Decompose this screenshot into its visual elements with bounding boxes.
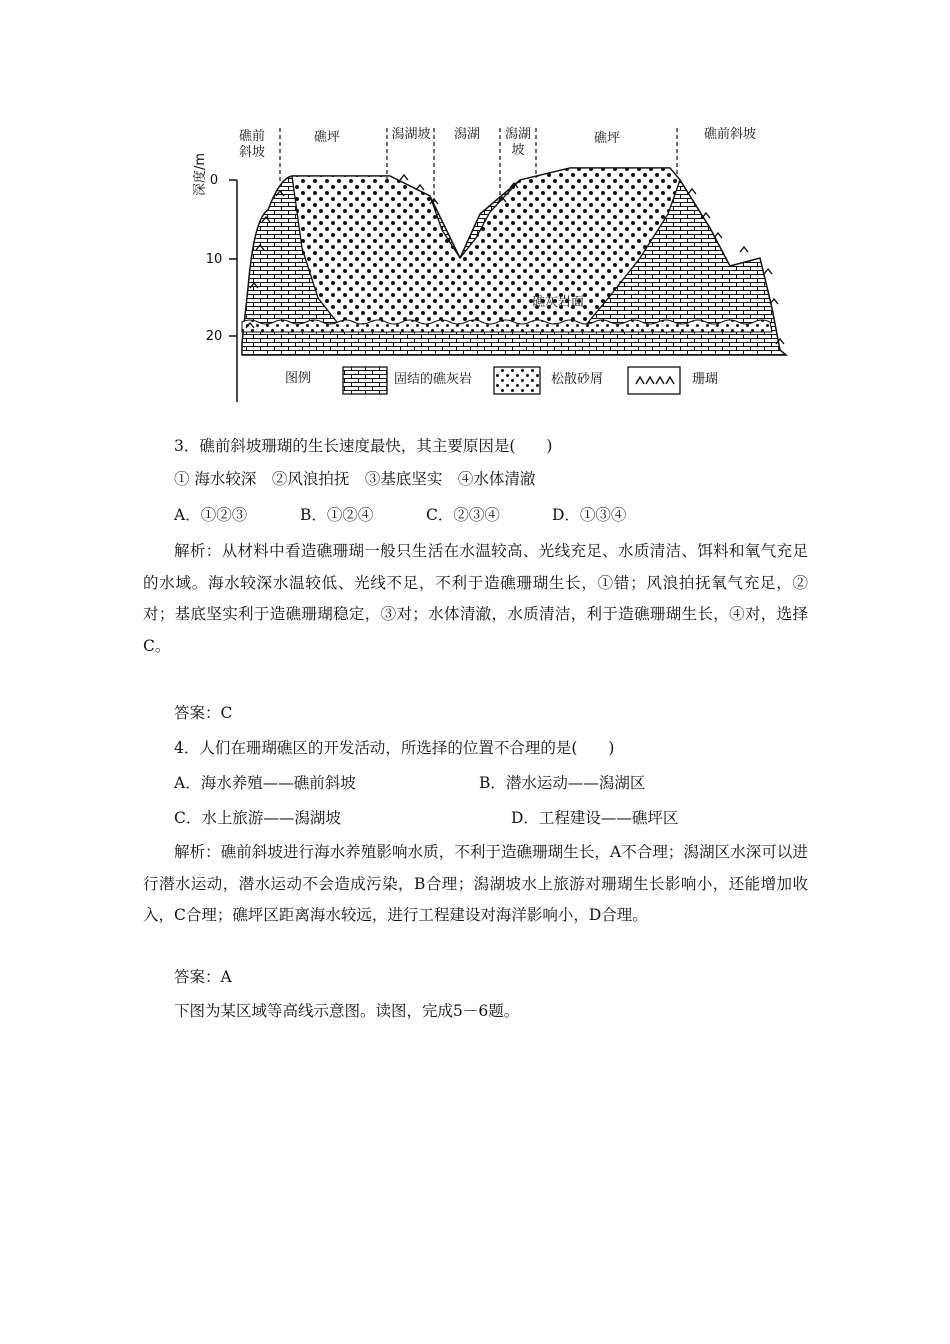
y-tick-10: 10 xyxy=(205,252,223,267)
legend-item-coral: 珊瑚 xyxy=(692,372,719,387)
zone-label-fore-reef-slope-left-1: 礁前 xyxy=(238,129,266,144)
legend-item-sand: 松散砂屑 xyxy=(551,372,604,387)
q4-analysis: 解析：礁前斜坡进行海水养殖影响水质，不利于造礁珊瑚生长，A不合理；潟湖区水深可以进行潜水运动，潜水运动不会造成污染，B合理；潟湖坡水上旅游对珊瑚生长影响小，还能增加收入，C合理；礁坪区距离海水较远，进行工程建设对海洋影响小，D合理。 xyxy=(143,843,808,924)
zone-label-lagoon-slope-right-2: 坡 xyxy=(511,143,525,158)
zone-label-fore-reef-slope-right: 礁前斜坡 xyxy=(703,127,757,142)
q3-analysis: 解析：从材料中看造礁珊瑚一般只生活在水温较高、光线充足、水质清洁、饵料和氧气充足的水域。海水较深水温较低、光线不足，不利于造礁珊瑚生长，①错；风浪拍抚氧气充足，②对；基底坚实利于造礁珊瑚稳定，③对；水体清澈，水质清洁，利于造礁珊瑚生长，④对，选择C。 xyxy=(143,542,808,655)
legend-swatch-limestone xyxy=(343,367,387,394)
zone-label-reef-flat-left: 礁坪 xyxy=(313,130,341,145)
zone-label-reef-flat-right: 礁坪 xyxy=(593,131,621,146)
legend-swatch-sand xyxy=(494,367,540,394)
q4-option-a: A．海水养殖——礁前斜坡 xyxy=(174,774,356,792)
q3-option-d: D．①③④ xyxy=(552,506,627,524)
q3-answer: 答案：C xyxy=(174,704,233,722)
reef-cross-section-figure xyxy=(180,118,800,406)
reef-limestone-surface-label: 礁灰岩面 xyxy=(531,295,585,310)
q4-option-d: D．工程建设——礁坪区 xyxy=(511,809,679,827)
q3-option-c: C．②③④ xyxy=(426,506,500,524)
q4-option-c: C．水上旅游——潟湖坡 xyxy=(174,809,341,827)
q4-option-b: B．潜水运动——潟湖区 xyxy=(479,774,646,792)
q3-option-b: B．①②④ xyxy=(300,506,374,524)
y-tick-20: 20 xyxy=(205,329,223,344)
zone-label-lagoon-slope-left: 潟湖坡 xyxy=(391,127,431,142)
legend-item-limestone: 固结的礁灰岩 xyxy=(394,372,473,387)
zone-label-lagoon: 潟湖 xyxy=(453,127,481,142)
zone-label-fore-reef-slope-left-2: 斜坡 xyxy=(238,145,266,160)
q3-option-a: A．①②③ xyxy=(174,506,248,524)
next-questions-intro: 下图为某区域等高线示意图。读图，完成5－6题。 xyxy=(174,1002,520,1020)
q3-stem: 3．礁前斜坡珊瑚的生长速度最快，其主要原因是( ) xyxy=(174,437,553,455)
legend-title: 图例 xyxy=(285,371,312,386)
q3-statements: ① 海水较深 ②风浪拍抚 ③基底坚实 ④水体清澈 xyxy=(174,470,536,488)
zone-label-lagoon-slope-right-1: 潟湖 xyxy=(504,127,532,142)
q4-answer: 答案：A xyxy=(174,968,232,986)
sand-base-band xyxy=(242,320,772,332)
q4-stem: 4．人们在珊瑚礁区的开发活动，所选择的位置不合理的是( ) xyxy=(174,739,615,757)
y-tick-0: 0 xyxy=(209,173,219,188)
y-axis-label: 深度/m xyxy=(193,152,208,196)
reef-diagram xyxy=(180,118,800,406)
